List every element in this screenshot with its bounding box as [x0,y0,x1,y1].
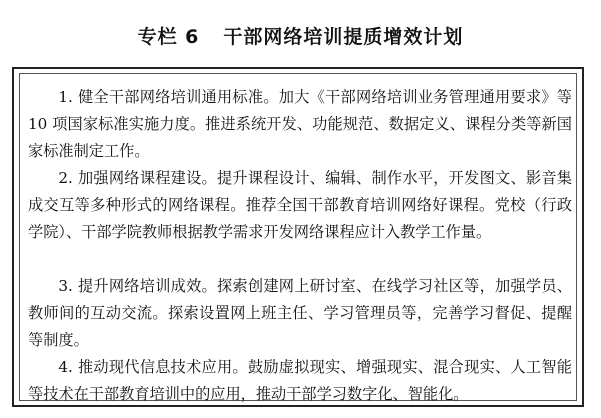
paragraph-3: 3. 提升网络培训成效。探索创建网上研讨室、在线学习社区等，加强学员、教师间的互动交流。探索设置网上班主任、学习管理员等，完善学习督促、提醒等制度。 [28,277,572,349]
column-label: 专栏 6 [137,26,200,48]
paragraph-1: 1. 健全干部网络培训通用标准。加大《干部网络培训业务管理通用要求》等 10 项国家标准实施力度。推进系统开发、功能规范、数据定义、课程分类等新国家标准制定工作。 [28,88,572,160]
column-title: 干部网络培训提质增效计划 [223,26,464,48]
paragraph-4: 4. 推动现代信息技术应用。鼓励虚拟现实、增强现实、混合现实、人工智能等技术在干部教育培训中的应用，推动干部学习数字化、智能化。 [28,358,572,403]
column-box [12,67,584,407]
document-title [0,22,601,49]
paragraph-2: 2. 加强网络课程建设。提升课程设计、编辑、制作水平，开发图文、影音集成交互等多种形式的网络课程。推荐全国干部教育培训网络好课程。党校（行政学院）、干部学院教师根据教学需求开发网络课程应计入教学工作量。 [28,169,572,241]
